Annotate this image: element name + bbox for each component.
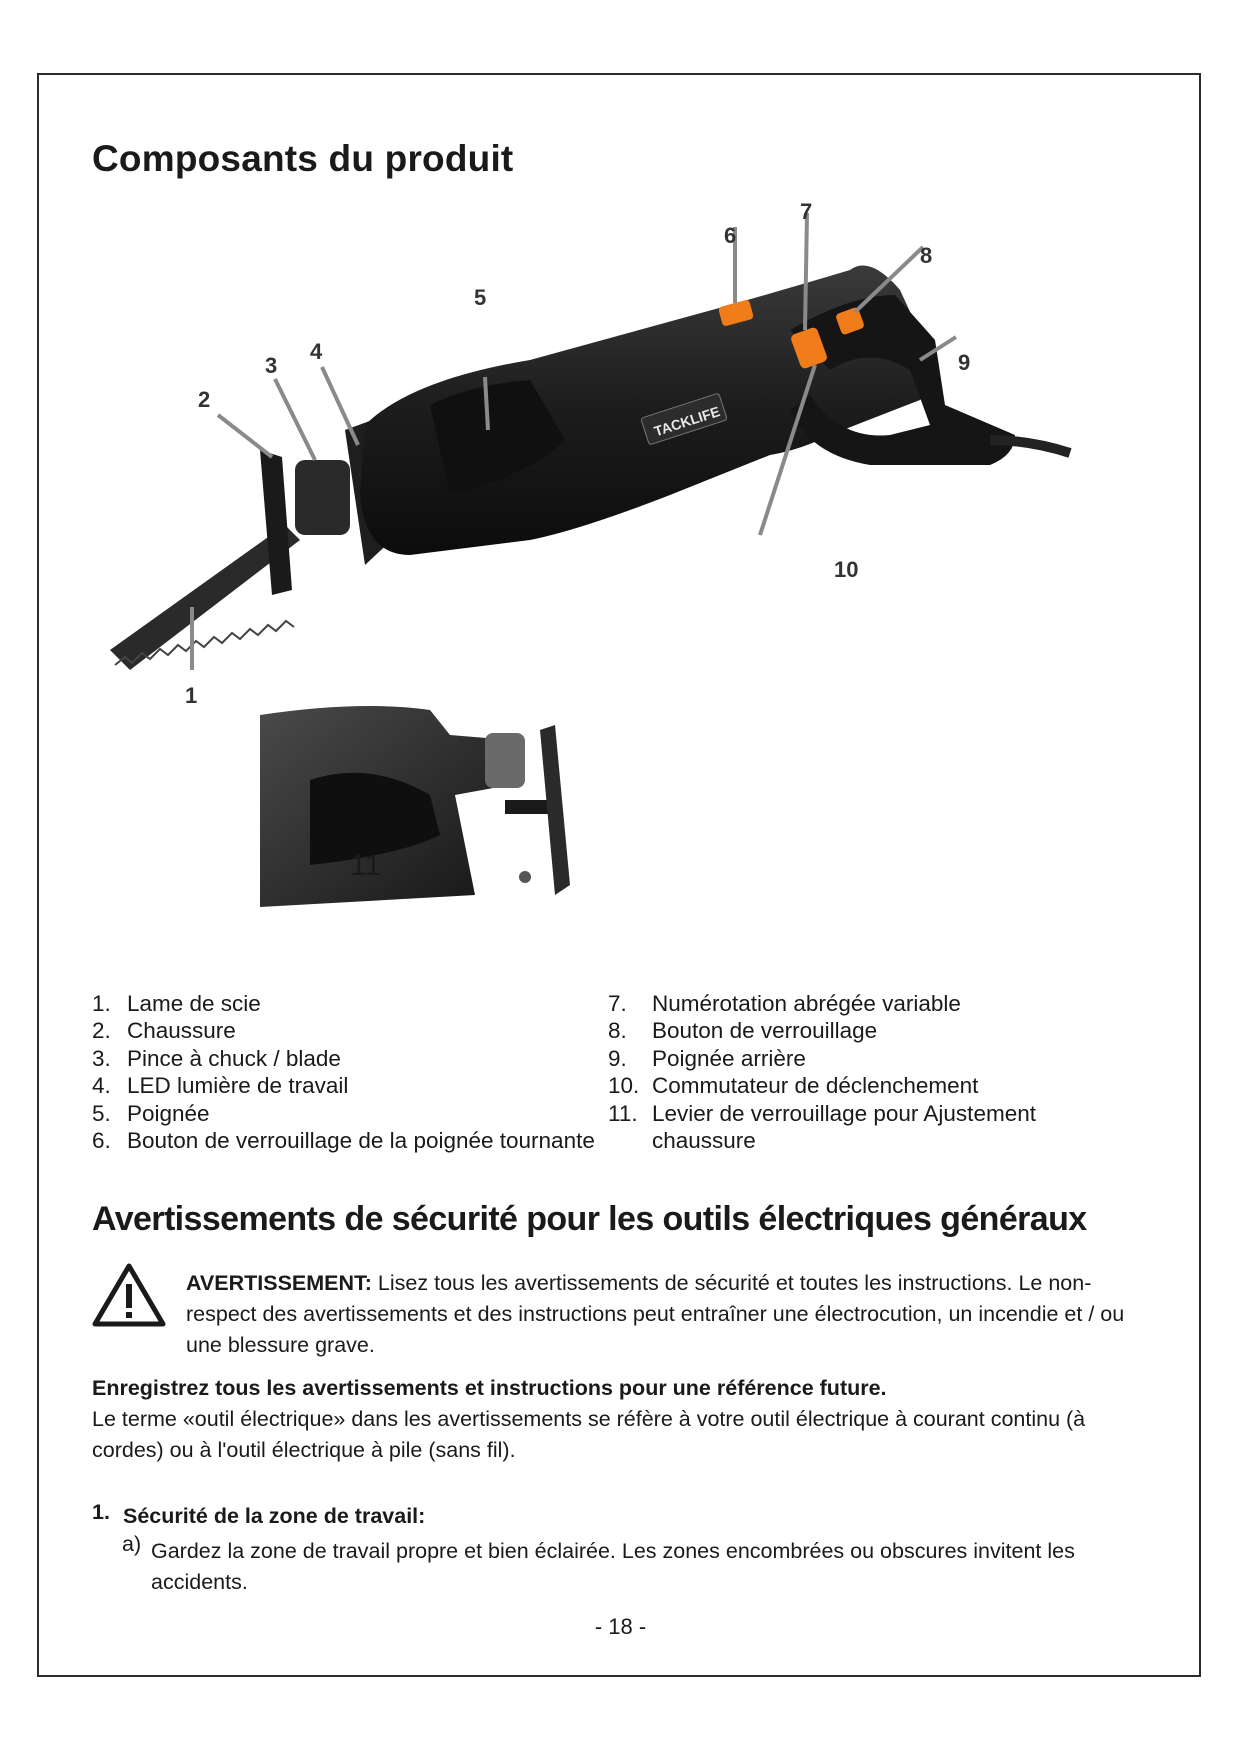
callout-2: 2 — [198, 387, 211, 412]
list-item: 10. Commutateur de déclenchement — [608, 1073, 979, 1099]
callout-10: 10 — [834, 557, 859, 582]
callout-6: 6 — [724, 223, 737, 248]
item-text: Gardez la zone de travail propre et bien éclairée. Les zones encombrées ou obscures invitent les accidents. — [151, 1539, 1075, 1594]
item-letter: a) — [122, 1532, 142, 1556]
save-instructions-line: Enregistrez tous les avertissements et instructions pour une référence future. — [92, 1376, 887, 1400]
components-list-right — [608, 990, 1168, 1154]
product-illustration — [110, 195, 1130, 955]
warning-paragraph — [186, 1268, 1156, 1361]
callout-9: 9 — [958, 350, 971, 375]
callout-8: 8 — [920, 243, 933, 268]
shoe-lever-detail-drawing — [260, 706, 570, 907]
list-item: 6. Bouton de verrouillage de la poignée tournante — [92, 1128, 595, 1154]
warning-triangle-icon — [92, 1262, 166, 1328]
reciprocating-saw-drawing — [110, 266, 1070, 671]
list-item: 4. LED lumière de travail — [92, 1073, 349, 1099]
list-item: 2. Chaussure — [92, 1018, 236, 1044]
list-item: 3. Pince à chuck / blade — [92, 1045, 341, 1071]
page-title: Composants du produit — [92, 138, 514, 179]
list-item: 9. Poignée arrière — [608, 1045, 806, 1071]
warning-label: AVERTISSEMENT: — [186, 1271, 372, 1295]
page-number: - 18 - — [594, 1614, 647, 1639]
warning-body: Lisez tous les avertissements de sécurité et toutes les instructions. Le non-respect des avertissements et des instructions peut entraîner une électrocution, un incendie et / ou une blessure grave. — [186, 1271, 1125, 1357]
components-list-left — [92, 990, 612, 1154]
callout-1: 1 — [185, 683, 198, 708]
list-item: 11. Levier de verrouillage pour Ajustement chaussure — [608, 1100, 1036, 1154]
list-item: 5. Poignée — [92, 1100, 210, 1126]
safety-section-title: Avertissements de sécurité pour les outils électriques généraux — [92, 1200, 1087, 1238]
callout-5: 5 — [474, 285, 487, 310]
list-item: 1. Lame de scie — [92, 991, 261, 1016]
brand-label: TACKLIFE — [652, 403, 722, 440]
callout-4: 4 — [310, 339, 323, 364]
section-title: Sécurité de la zone de travail: — [123, 1504, 426, 1528]
callout-11: 11 — [350, 849, 382, 882]
list-item: 8. Bouton de verrouillage — [608, 1018, 878, 1044]
power-tool-term-paragraph: Le terme «outil électrique» dans les avertissements se réfère à votre outil électrique à courant continu (à cordes) ou à l'outil électrique à pile (sans fil). — [92, 1407, 1086, 1462]
list-item: 7. Numérotation abrégée variable — [608, 991, 961, 1016]
callout-3: 3 — [265, 353, 278, 378]
section-number: 1. — [92, 1500, 110, 1524]
callout-7: 7 — [800, 199, 813, 224]
